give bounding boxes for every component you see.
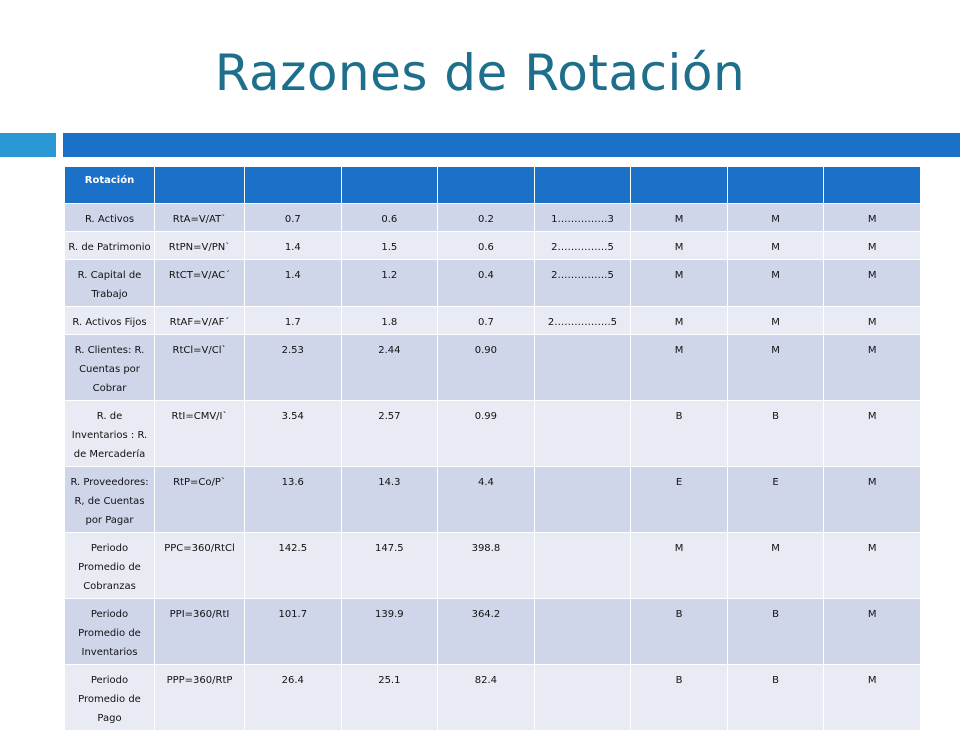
value-cell: M: [824, 533, 921, 599]
formula-cell: PPI=360/RtI: [155, 599, 245, 665]
ratio-name-cell: R. de Patrimonio: [65, 232, 155, 260]
value-cell: [534, 665, 631, 731]
value-cell: 1.5: [341, 232, 438, 260]
value-cell: M: [727, 204, 824, 232]
header-cell: [155, 167, 245, 204]
value-cell: 2……………5: [534, 260, 631, 307]
value-cell: 2.53: [245, 335, 342, 401]
value-cell: 0.6: [341, 204, 438, 232]
ratio-name-cell: R. Activos Fijos: [65, 307, 155, 335]
value-cell: M: [631, 533, 728, 599]
value-cell: 14.3: [341, 467, 438, 533]
value-cell: M: [631, 335, 728, 401]
value-cell: [534, 599, 631, 665]
value-cell: 3.54: [245, 401, 342, 467]
table-row: [65, 307, 921, 335]
rotation-ratios-table: [64, 166, 921, 731]
value-cell: B: [727, 599, 824, 665]
value-cell: 0.7: [438, 307, 535, 335]
value-cell: 139.9: [341, 599, 438, 665]
formula-cell: PPP=360/RtP: [155, 665, 245, 731]
formula-cell: RtAF=V/AF´: [155, 307, 245, 335]
ratio-name-cell: Periodo Promedio de Cobranzas: [65, 533, 155, 599]
value-cell: 2.44: [341, 335, 438, 401]
value-cell: B: [631, 665, 728, 731]
value-cell: M: [824, 232, 921, 260]
table-header: [65, 167, 921, 204]
value-cell: 1.8: [341, 307, 438, 335]
value-cell: 0.99: [438, 401, 535, 467]
table-row: [65, 401, 921, 467]
value-cell: 398.8: [438, 533, 535, 599]
value-cell: B: [631, 401, 728, 467]
table-row: [65, 599, 921, 665]
value-cell: M: [727, 335, 824, 401]
header-cell: [534, 167, 631, 204]
value-cell: M: [824, 467, 921, 533]
value-cell: M: [824, 204, 921, 232]
value-cell: B: [727, 401, 824, 467]
value-cell: M: [824, 665, 921, 731]
value-cell: 0.4: [438, 260, 535, 307]
value-cell: 1.2: [341, 260, 438, 307]
header-row: [65, 167, 921, 204]
table-row: [65, 204, 921, 232]
table-row: [65, 335, 921, 401]
value-cell: B: [727, 665, 824, 731]
formula-cell: RtA=V/AT`: [155, 204, 245, 232]
value-cell: 0.6: [438, 232, 535, 260]
value-cell: 26.4: [245, 665, 342, 731]
value-cell: 2.57: [341, 401, 438, 467]
ratio-name-cell: R. de Inventarios : R. de Mercadería: [65, 401, 155, 467]
value-cell: M: [824, 335, 921, 401]
value-cell: M: [727, 307, 824, 335]
value-cell: 0.7: [245, 204, 342, 232]
value-cell: M: [631, 260, 728, 307]
ratio-name-cell: Periodo Promedio de Inventarios: [65, 599, 155, 665]
value-cell: 2……………..5: [534, 307, 631, 335]
header-cell: [824, 167, 921, 204]
value-cell: 13.6: [245, 467, 342, 533]
table-row: [65, 467, 921, 533]
formula-cell: RtCl=V/Cl`: [155, 335, 245, 401]
value-cell: [534, 533, 631, 599]
ratio-name-cell: Periodo Promedio de Pago: [65, 665, 155, 731]
formula-cell: PPC=360/RtCl: [155, 533, 245, 599]
value-cell: M: [824, 307, 921, 335]
value-cell: M: [824, 599, 921, 665]
header-cell: [245, 167, 342, 204]
value-cell: M: [824, 401, 921, 467]
value-cell: M: [631, 204, 728, 232]
table-row: [65, 232, 921, 260]
header-cell: [341, 167, 438, 204]
value-cell: M: [631, 307, 728, 335]
ratio-name-cell: R. Proveedores: R, de Cuentas por Pagar: [65, 467, 155, 533]
value-cell: [534, 335, 631, 401]
formula-cell: RtCT=V/AC´: [155, 260, 245, 307]
value-cell: 1.4: [245, 232, 342, 260]
header-cell: Rotación: [65, 167, 155, 204]
ratio-name-cell: R. Activos: [65, 204, 155, 232]
table-row: [65, 533, 921, 599]
value-cell: [534, 467, 631, 533]
value-cell: 2……………5: [534, 232, 631, 260]
formula-cell: RtPN=V/PN`: [155, 232, 245, 260]
value-cell: 0.2: [438, 204, 535, 232]
ratio-name-cell: R. Clientes: R. Cuentas por Cobrar: [65, 335, 155, 401]
value-cell: E: [631, 467, 728, 533]
value-cell: E: [727, 467, 824, 533]
ratio-name-cell: R. Capital de Trabajo: [65, 260, 155, 307]
formula-cell: RtP=Co/P`: [155, 467, 245, 533]
value-cell: 147.5: [341, 533, 438, 599]
value-cell: 0.90: [438, 335, 535, 401]
formula-cell: RtI=CMV/I`: [155, 401, 245, 467]
value-cell: M: [727, 260, 824, 307]
value-cell: 82.4: [438, 665, 535, 731]
table-row: [65, 260, 921, 307]
value-cell: 1……………3: [534, 204, 631, 232]
table-body: [65, 204, 921, 731]
header-cell: [438, 167, 535, 204]
value-cell: B: [631, 599, 728, 665]
value-cell: M: [631, 232, 728, 260]
value-cell: M: [727, 533, 824, 599]
accent-bar-left: [0, 133, 56, 157]
value-cell: M: [824, 260, 921, 307]
header-cell: [727, 167, 824, 204]
accent-bar-right: [63, 133, 960, 157]
value-cell: 364.2: [438, 599, 535, 665]
value-cell: 101.7: [245, 599, 342, 665]
value-cell: 142.5: [245, 533, 342, 599]
value-cell: 25.1: [341, 665, 438, 731]
value-cell: 1.7: [245, 307, 342, 335]
value-cell: 4.4: [438, 467, 535, 533]
header-cell: [631, 167, 728, 204]
slide-title: Razones de Rotación: [214, 44, 746, 102]
table-row: [65, 665, 921, 731]
value-cell: [534, 401, 631, 467]
value-cell: 1.4: [245, 260, 342, 307]
value-cell: M: [727, 232, 824, 260]
